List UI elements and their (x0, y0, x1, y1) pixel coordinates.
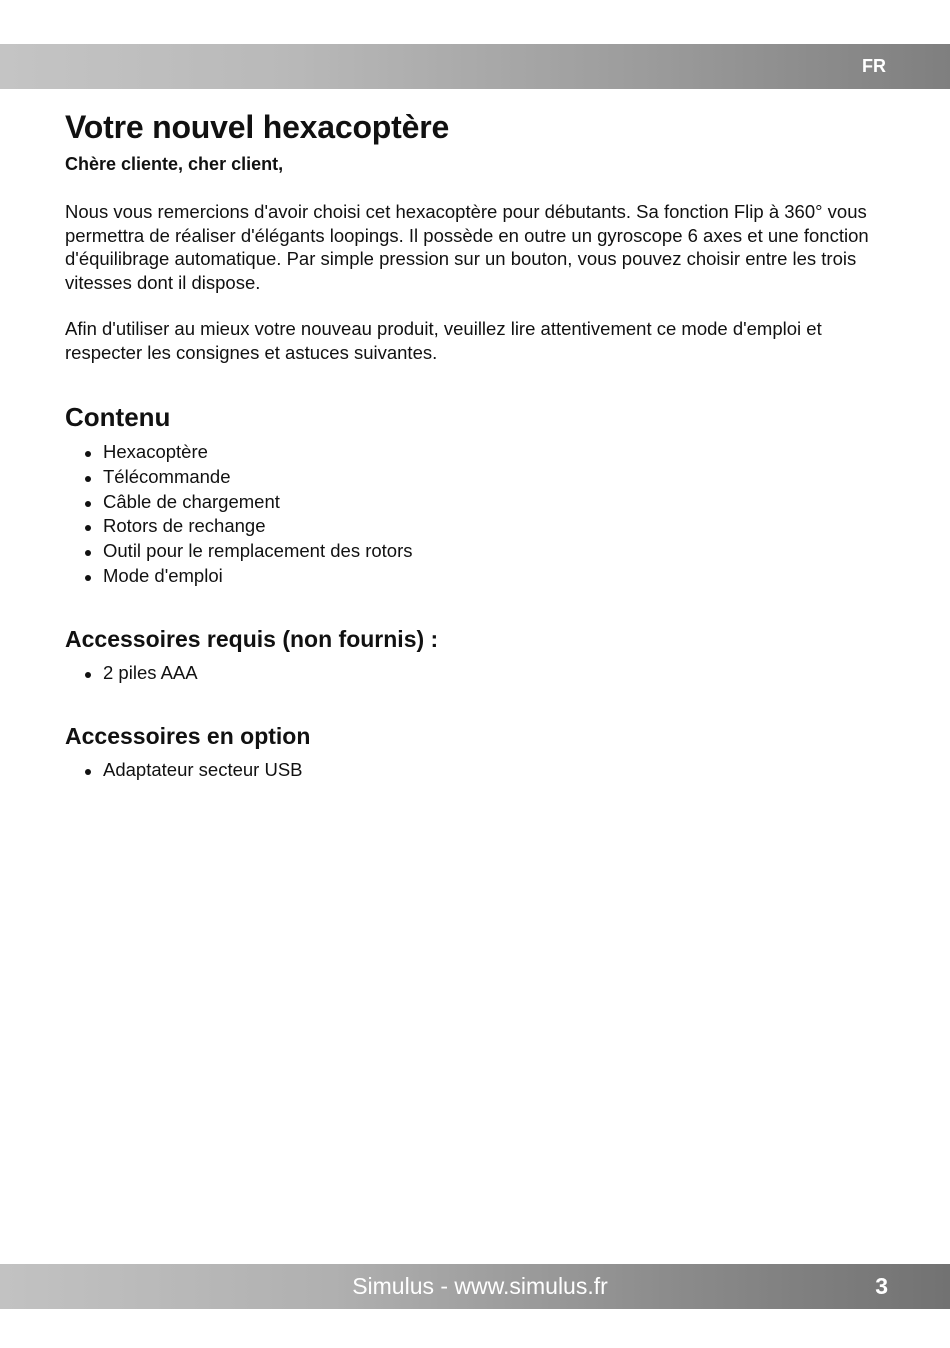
header-bar (0, 44, 950, 89)
list-item (65, 661, 895, 686)
intro-paragraph: Nous vous remercions d'avoir choisi cet hexacoptère pour débutants. Sa fonction Flip à 360° vous permettra de réaliser d'élégants loopings. Il possède en outre un gyroscope 6 axes et une fonction d'équilibrage automatique. Par simple pression sur un bouton, vous pouvez choisir entre les trois vitesses dont il dispose. (65, 201, 869, 293)
required-accessories-list (65, 661, 895, 686)
bullet-icon (85, 451, 91, 457)
list-item (65, 514, 895, 539)
list-item-text: Mode d'emploi (103, 564, 223, 586)
optional-accessories-list (65, 758, 895, 783)
list-item (65, 465, 895, 490)
list-item-text: Câble de chargement (103, 490, 280, 512)
bullet-icon (85, 769, 91, 775)
bullet-icon (85, 672, 91, 678)
optional-accessories-section (65, 722, 895, 783)
bullet-icon (85, 525, 91, 531)
contents-section (65, 402, 895, 589)
required-accessories-heading: Accessoires requis (non fournis) : (65, 625, 439, 652)
list-item-text: Télécommande (103, 465, 231, 487)
bullet-icon (85, 575, 91, 581)
list-item-text: Adaptateur secteur USB (103, 758, 303, 780)
list-item (65, 490, 895, 515)
salutation: Chère cliente, cher client, (65, 154, 284, 174)
contents-heading: Contenu (65, 402, 171, 432)
list-item-text: Hexacoptère (103, 441, 208, 462)
bullet-icon (85, 550, 91, 556)
bullet-icon (85, 501, 91, 507)
list-item-text: Outil pour le remplacement des rotors (103, 540, 413, 562)
list-item (65, 539, 895, 564)
footer-website-text: Simulus - www.simulus.fr (352, 1273, 608, 1299)
list-item-text: Rotors de rechange (103, 515, 266, 537)
bullet-icon (85, 476, 91, 482)
instructions-paragraph: Afin d'utiliser au mieux votre nouveau produit, veuillez lire attentivement ce mode d'emploi et respecter les consignes et astuces suivantes. (65, 318, 822, 363)
optional-accessories-heading: Accessoires en option (65, 722, 311, 749)
list-item (65, 440, 895, 465)
footer-bar (0, 1264, 950, 1309)
list-item (65, 564, 895, 589)
list-item-text: 2 piles AAA (103, 661, 198, 683)
page-content (65, 108, 895, 782)
page-number: 3 (875, 1273, 888, 1299)
page-title: Votre nouvel hexacoptère (65, 109, 450, 145)
list-item (65, 758, 895, 783)
required-accessories-section (65, 625, 895, 686)
language-label: FR (862, 56, 886, 76)
contents-list (65, 440, 895, 589)
